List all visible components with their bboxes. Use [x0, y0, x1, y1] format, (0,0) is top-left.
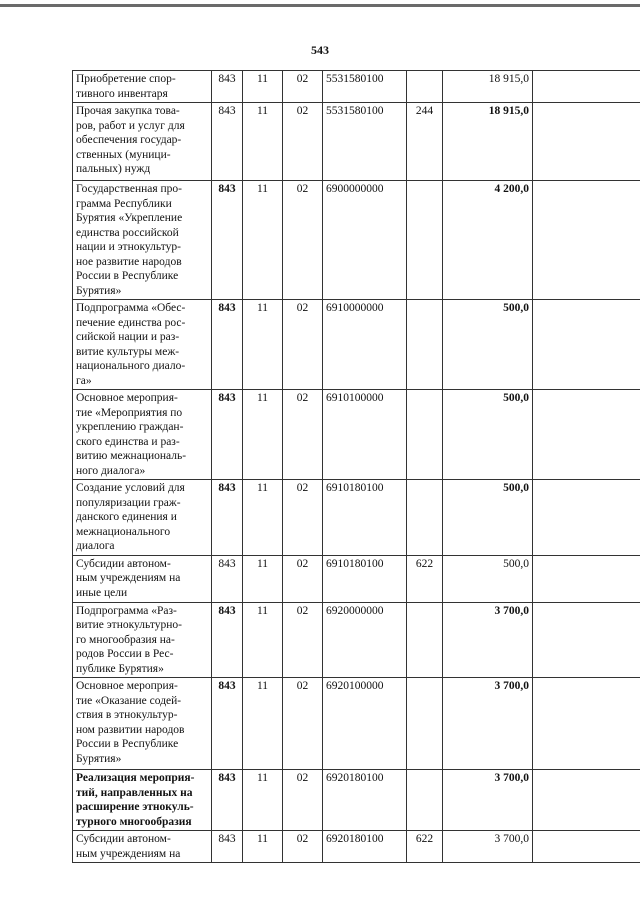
- row-csr: 6920000000: [323, 602, 407, 678]
- row-grbs: 843: [212, 831, 243, 863]
- row-csr: 6900000000: [323, 181, 407, 300]
- row-csr: 6920180100: [323, 770, 407, 831]
- table-row: [73, 300, 640, 390]
- row-extra: [533, 602, 640, 678]
- row-sum: 3 700,0: [443, 770, 533, 831]
- row-grbs: 843: [212, 602, 243, 678]
- row-sum: 18 915,0: [443, 103, 533, 181]
- row-razdel: 11: [243, 103, 283, 181]
- row-razdel: 11: [243, 678, 283, 770]
- row-podrazdel: 02: [283, 678, 323, 770]
- row-razdel: 11: [243, 480, 283, 556]
- row-name: Субсидии автоном- ным учреждениям на: [73, 831, 212, 863]
- page-number: 543: [311, 43, 329, 57]
- row-podrazdel: 02: [283, 555, 323, 602]
- row-sum: 18 915,0: [443, 71, 533, 103]
- row-name: Реализация мероприя- тий, направленных на расширение этнокуль- турного многообразия: [73, 770, 212, 831]
- table-row: [73, 770, 640, 831]
- row-vr: [407, 181, 443, 300]
- row-csr: 6910180100: [323, 480, 407, 556]
- row-name: Прочая закупка това- ров, работ и услуг для обеспечения государ- ственных (муници- пальных) нужд: [73, 103, 212, 181]
- row-grbs: 843: [212, 390, 243, 480]
- table-row: [73, 181, 640, 300]
- row-podrazdel: 02: [283, 770, 323, 831]
- row-sum: 500,0: [443, 300, 533, 390]
- table-row: [73, 831, 640, 863]
- row-name: Подпрограмма «Раз- витие этнокультурно- го многообразия на- родов России в Рес- публике Бурятия»: [73, 602, 212, 678]
- row-podrazdel: 02: [283, 300, 323, 390]
- row-grbs: 843: [212, 71, 243, 103]
- row-vr: [407, 480, 443, 556]
- row-name: Основное мероприя- тие «Мероприятия по укреплению граждан- ского единства и раз- витию межнациональ- ного диалога»: [73, 390, 212, 480]
- row-csr: 6920180100: [323, 831, 407, 863]
- row-extra: [533, 770, 640, 831]
- row-podrazdel: 02: [283, 390, 323, 480]
- row-vr: [407, 770, 443, 831]
- row-grbs: 843: [212, 181, 243, 300]
- row-sum: 500,0: [443, 480, 533, 556]
- row-razdel: 11: [243, 300, 283, 390]
- row-grbs: 843: [212, 300, 243, 390]
- table-row: [73, 71, 640, 103]
- row-podrazdel: 02: [283, 103, 323, 181]
- row-name: Государственная про- грамма Республики Бурятия «Укрепление единства российской нации и этнокультур- ное развитие народов России в Республике Бурятия»: [73, 181, 212, 300]
- row-razdel: 11: [243, 390, 283, 480]
- row-name: Основное мероприя- тие «Оказание содей- ствия в этнокультур- ном развитии народов России в Республике Бурятия»: [73, 678, 212, 770]
- row-grbs: 843: [212, 480, 243, 556]
- row-csr: 6920100000: [323, 678, 407, 770]
- row-grbs: 843: [212, 103, 243, 181]
- row-sum: 4 200,0: [443, 181, 533, 300]
- row-vr: 622: [407, 831, 443, 863]
- row-podrazdel: 02: [283, 831, 323, 863]
- row-podrazdel: 02: [283, 480, 323, 556]
- row-grbs: 843: [212, 770, 243, 831]
- row-vr: [407, 390, 443, 480]
- row-extra: [533, 678, 640, 770]
- row-csr: 5531580100: [323, 71, 407, 103]
- row-razdel: 11: [243, 770, 283, 831]
- row-razdel: 11: [243, 831, 283, 863]
- table-row: [73, 103, 640, 181]
- top-border-line: [0, 4, 640, 7]
- row-grbs: 843: [212, 555, 243, 602]
- row-sum: 500,0: [443, 555, 533, 602]
- row-csr: 6910000000: [323, 300, 407, 390]
- row-sum: 3 700,0: [443, 831, 533, 863]
- row-csr: 5531580100: [323, 103, 407, 181]
- row-sum: 500,0: [443, 390, 533, 480]
- table-row: [73, 390, 640, 480]
- table-row: [73, 555, 640, 602]
- row-name: Подпрограмма «Обес- печение единства рос- сийской нации и раз- витие культуры меж- национального диало- га»: [73, 300, 212, 390]
- row-extra: [533, 300, 640, 390]
- row-name: Создание условий для популяризации граж- данского единения и межнационального диалога: [73, 480, 212, 556]
- row-vr: [407, 71, 443, 103]
- row-name: Приобретение спор- тивного инвентаря: [73, 71, 212, 103]
- row-extra: [533, 555, 640, 602]
- row-csr: 6910100000: [323, 390, 407, 480]
- table-row: [73, 480, 640, 556]
- row-podrazdel: 02: [283, 181, 323, 300]
- row-razdel: 11: [243, 555, 283, 602]
- table-row: [73, 602, 640, 678]
- row-grbs: 843: [212, 678, 243, 770]
- row-extra: [533, 480, 640, 556]
- row-sum: 3 700,0: [443, 678, 533, 770]
- table-row: [73, 678, 640, 770]
- row-vr: [407, 300, 443, 390]
- budget-table: [72, 70, 640, 863]
- row-extra: [533, 181, 640, 300]
- row-razdel: 11: [243, 71, 283, 103]
- row-podrazdel: 02: [283, 71, 323, 103]
- row-razdel: 11: [243, 181, 283, 300]
- row-vr: [407, 602, 443, 678]
- row-extra: [533, 390, 640, 480]
- row-vr: 622: [407, 555, 443, 602]
- row-csr: 6910180100: [323, 555, 407, 602]
- row-name: Субсидии автоном- ным учреждениям на иные цели: [73, 555, 212, 602]
- row-extra: [533, 831, 640, 863]
- row-sum: 3 700,0: [443, 602, 533, 678]
- row-vr: 244: [407, 103, 443, 181]
- row-podrazdel: 02: [283, 602, 323, 678]
- row-vr: [407, 678, 443, 770]
- row-razdel: 11: [243, 602, 283, 678]
- row-extra: [533, 71, 640, 103]
- row-extra: [533, 103, 640, 181]
